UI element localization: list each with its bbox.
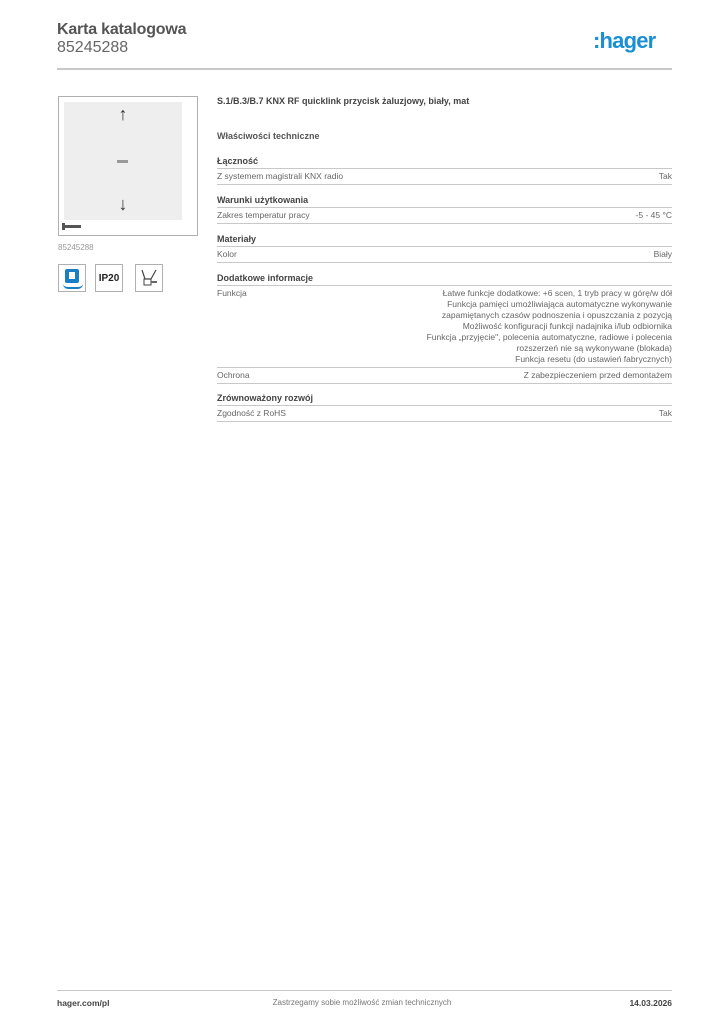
quicklink-badge [58, 264, 86, 292]
antenna-icon [136, 265, 162, 291]
quicklink-icon [65, 269, 79, 283]
group-sustainability [217, 392, 672, 422]
footer-website-link[interactable]: hager.com/pl [57, 998, 110, 1008]
value-line: rozszerzeń nie są wykonywane (blokada) [516, 343, 672, 353]
arrow-up-icon: ↑ [118, 104, 128, 124]
spec-label: Zgodność z RoHS [217, 408, 286, 418]
arrow-down-icon: ↓ [118, 194, 128, 214]
quicklink-swoosh [63, 284, 83, 289]
header-code: 85245288 [57, 39, 129, 56]
group-title: Dodatkowe informacje [217, 272, 672, 286]
screw-icon [63, 225, 81, 228]
switch-face [64, 102, 182, 220]
group-operating-conditions [217, 194, 672, 224]
section-heading: Właściwości techniczne [217, 131, 320, 141]
image-code: 85245288 [58, 243, 94, 252]
spec-row [217, 247, 672, 263]
product-title: S.1/B.3/B.7 KNX RF quicklink przycisk żaluzjowy, biały, mat [217, 96, 470, 106]
group-title: Materiały [217, 233, 672, 247]
header-divider [57, 68, 672, 70]
spec-label: Ochrona [217, 370, 250, 380]
radio-antenna-badge [135, 264, 163, 292]
group-materials [217, 233, 672, 263]
footer-date: 14.03.2026 [629, 998, 672, 1008]
spec-value: -5 - 45 °C [635, 210, 672, 220]
group-connectivity [217, 155, 672, 185]
value-line: Funkcja „przyjęcie", polecenia automatyczne, radiowe i polecenia [426, 332, 672, 342]
value-line: Funkcja pamięci umożliwiająca automatyczne wykonywanie [447, 299, 672, 309]
group-title: Zrównoważony rozwój [217, 392, 672, 406]
value-line: Łatwe funkcje dodatkowe: +6 scen, 1 tryb pracy w górę/w dół [442, 288, 672, 298]
spec-label: Kolor [217, 249, 237, 259]
ip-rating-badge: IP20 [95, 264, 123, 292]
spec-row [217, 286, 672, 368]
group-title: Łączność [217, 155, 672, 169]
hager-logo: :hager [593, 28, 656, 53]
group-additional-info [217, 272, 672, 384]
product-image [58, 96, 198, 236]
spec-value: Biały [653, 249, 672, 259]
footer-divider [57, 990, 672, 991]
spec-row [217, 406, 672, 422]
footer-notice: Zastrzegamy sobie możliwość zmian technicznych [272, 998, 452, 1007]
led-indicator [117, 160, 128, 163]
spec-value: Tak [658, 408, 672, 418]
header-title: Karta katalogowa [57, 21, 187, 38]
spec-value: Tak [658, 171, 672, 181]
value-line: Możliwość konfiguracji funkcji nadajnika i/lub odbiornika [462, 321, 672, 331]
value-line: Funkcja resetu (do ustawień fabrycznych) [515, 354, 672, 364]
spec-row [217, 169, 672, 185]
spec-label: Zakres temperatur pracy [217, 210, 310, 220]
value-line: zapamiętanych czasów podnoszenia i opuszczania z pozycją [441, 310, 672, 320]
spec-value: Z zabezpieczeniem przed demontażem [523, 370, 672, 380]
spec-row [217, 368, 672, 384]
spec-label: Z systemem magistrali KNX radio [217, 171, 344, 181]
group-title: Warunki użytkowania [217, 194, 672, 208]
spec-row [217, 208, 672, 224]
spec-label: Funkcja [217, 288, 247, 298]
spec-value [427, 288, 672, 365]
